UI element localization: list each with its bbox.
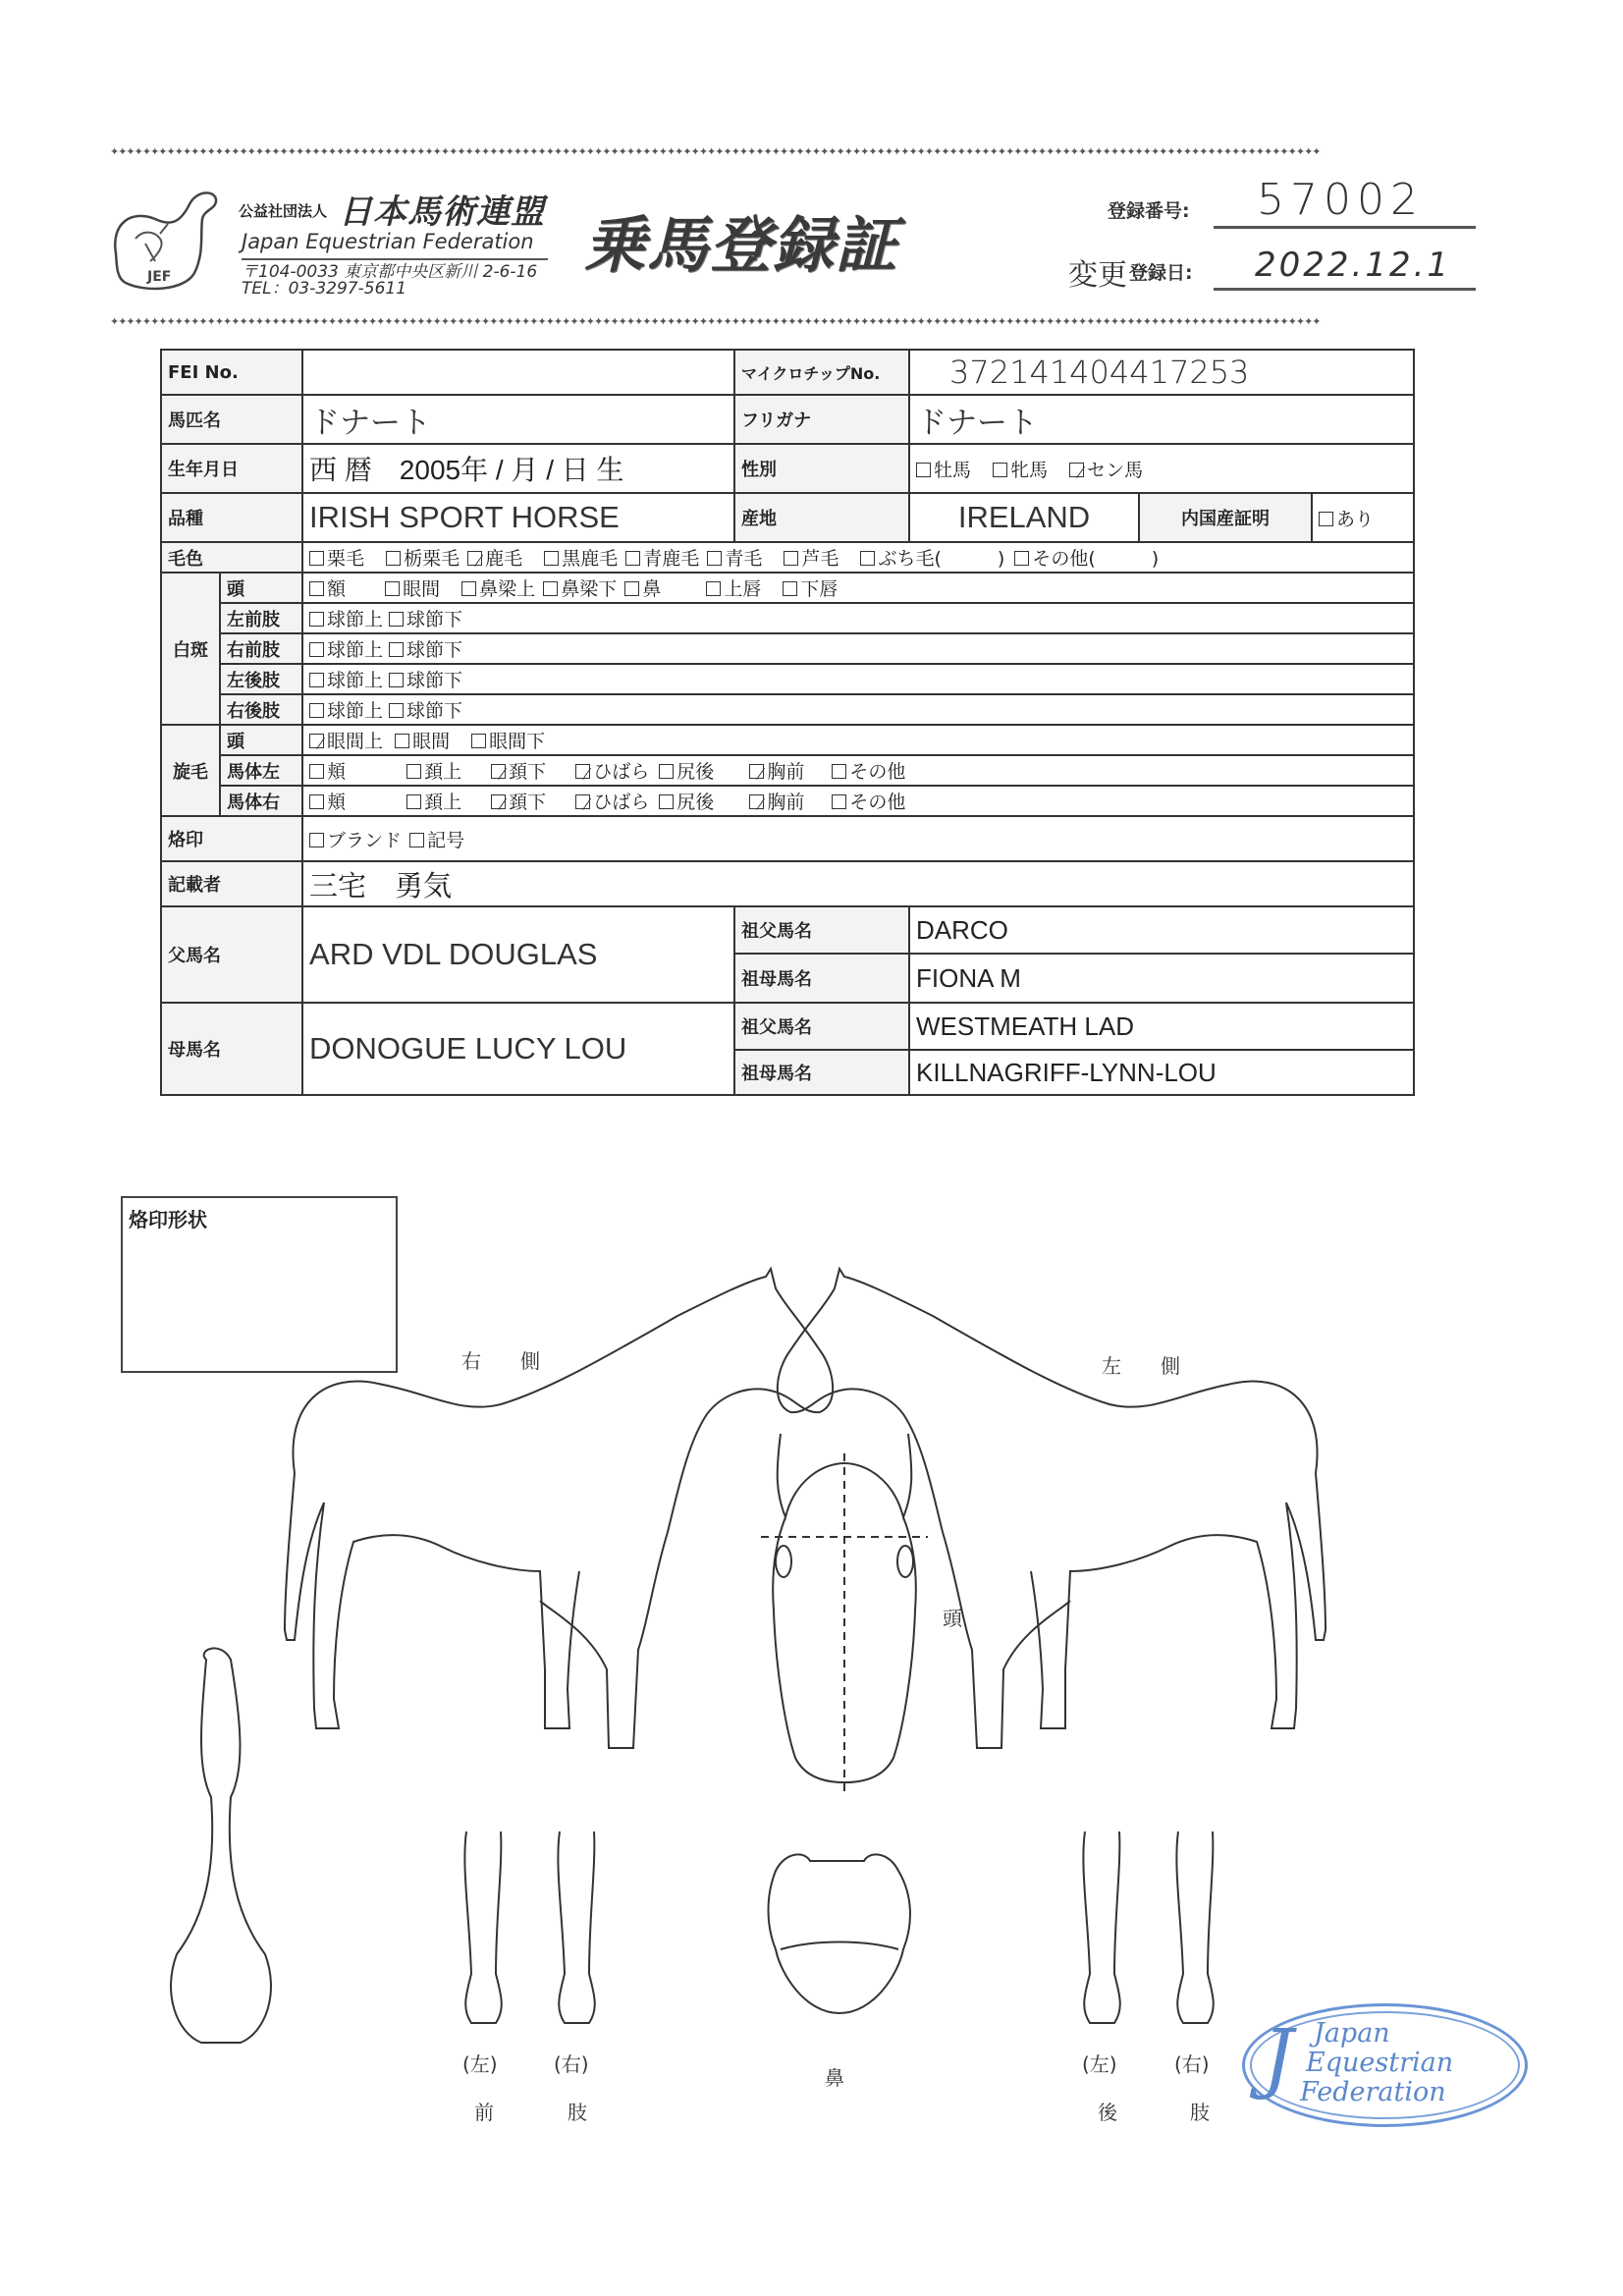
row-whorl-head: 旋毛 頭 眼間上 眼間 眼間下 bbox=[161, 725, 1414, 755]
fore-caption-1: 前 bbox=[474, 2101, 494, 2124]
sex-label: 性別 bbox=[734, 444, 909, 493]
dam-label: 母馬名 bbox=[161, 1003, 302, 1095]
row-white-rf: 右前肢 球節上 球節下 bbox=[161, 633, 1414, 664]
org-name-ja: 日本馬術連盟 bbox=[339, 192, 545, 232]
microchip-label: マイクロチップNo. bbox=[734, 350, 909, 395]
granddam-label: 祖母馬名 bbox=[734, 1050, 909, 1095]
row-white-lh: 左後肢 球節上 球節下 bbox=[161, 664, 1414, 694]
row-white-lf: 左前肢 球節上 球節下 bbox=[161, 603, 1414, 633]
fore-right-caption: (右) bbox=[554, 2052, 589, 2076]
org-tel: TEL：03-3297-5611 bbox=[242, 279, 407, 299]
change-mark: 変更 bbox=[1068, 258, 1127, 293]
dam-grandsire-value: WESTMEATH LAD bbox=[909, 1003, 1414, 1050]
grandsire-label: 祖父馬名 bbox=[734, 906, 909, 954]
row-brand: 烙印 ブランド 記号 bbox=[161, 816, 1414, 861]
jef-stamp: J Japan Equestrian Federation bbox=[1242, 2003, 1528, 2127]
stamp-line-1: Japan bbox=[1314, 2018, 1390, 2049]
nose-caption: 鼻 bbox=[825, 2066, 844, 2090]
sex-options: 牡馬 牝馬 セン馬 bbox=[909, 444, 1414, 493]
fore-left-caption: (左) bbox=[462, 2052, 498, 2076]
sire-granddam-value: FIONA M bbox=[909, 954, 1414, 1003]
granddam-label: 祖母馬名 bbox=[734, 954, 909, 1003]
whorls-label: 旋毛 bbox=[161, 725, 220, 816]
whorl-part-label: 馬体左 bbox=[220, 755, 302, 786]
stamp-line-3: Federation bbox=[1300, 2077, 1446, 2107]
svg-text:JEF: JEF bbox=[147, 269, 172, 285]
org-name-en: Japan Equestrian Federation bbox=[242, 230, 534, 253]
fore-caption-2: 肢 bbox=[568, 2101, 587, 2124]
recorder-value: 三宅 勇気 bbox=[302, 861, 1414, 906]
breed-value: IRISH SPORT HORSE bbox=[302, 493, 734, 542]
domestic-cert-label: 内国産証明 bbox=[1139, 493, 1312, 542]
horse-name-label: 馬匹名 bbox=[161, 395, 302, 444]
head-caption: 頭 bbox=[943, 1607, 962, 1630]
furigana-label: フリガナ bbox=[734, 395, 909, 444]
sire-label: 父馬名 bbox=[161, 906, 302, 1003]
white-head-options: 額 眼間 鼻梁上 鼻梁下 鼻 上唇 下唇 bbox=[302, 573, 1414, 603]
fei-label: FEI No. bbox=[161, 350, 302, 395]
hind-caption-2: 肢 bbox=[1190, 2101, 1210, 2124]
white-marks-label: 白斑 bbox=[161, 573, 220, 725]
reg-date-value: 2022.12.1 bbox=[1255, 246, 1452, 285]
origin-label: 産地 bbox=[734, 493, 909, 542]
whorl-part-label: 頭 bbox=[220, 725, 302, 755]
coat-label: 毛色 bbox=[161, 542, 302, 573]
domestic-cert-option: あり bbox=[1312, 493, 1414, 542]
grandsire-label: 祖父馬名 bbox=[734, 1003, 909, 1050]
hind-left-caption: (左) bbox=[1082, 2052, 1117, 2076]
hind-caption-1: 後 bbox=[1098, 2101, 1117, 2124]
sire-value: ARD VDL DOUGLAS bbox=[302, 906, 734, 1003]
breed-label: 品種 bbox=[161, 493, 302, 542]
dam-granddam-value: KILLNAGRIFF-LYNN-LOU bbox=[909, 1050, 1414, 1095]
white-part-label: 左前肢 bbox=[220, 603, 302, 633]
whorl-part-label: 馬体右 bbox=[220, 786, 302, 816]
document-title: 乗馬登録証 bbox=[584, 209, 899, 281]
furigana-value: ドナート bbox=[909, 395, 1414, 444]
reg-date-label: 登録日: bbox=[1129, 262, 1193, 284]
brand-label: 烙印 bbox=[161, 816, 302, 861]
sire-grandsire-value: DARCO bbox=[909, 906, 1414, 954]
row-whorl-right: 馬体右 頬 頚上 頚下 ひばら 尻後 胸前 その他 bbox=[161, 786, 1414, 816]
recorder-label: 記載者 bbox=[161, 861, 302, 906]
reg-number-label: 登録番号: bbox=[1108, 200, 1190, 222]
birth-value: 西 暦 2005年 / 月 / 日 生 bbox=[302, 444, 734, 493]
row-whorl-left: 馬体左 頬 頚上 頚下 ひばら 尻後 胸前 その他 bbox=[161, 755, 1414, 786]
white-part-label: 右前肢 bbox=[220, 633, 302, 664]
reg-number-value: 57002 bbox=[1257, 175, 1424, 225]
white-part-label: 左後肢 bbox=[220, 664, 302, 694]
white-part-label: 右後肢 bbox=[220, 694, 302, 725]
org-address: 〒104-0033 東京都中央区新川 2-6-16 bbox=[242, 262, 538, 282]
stamp-line-2: Equestrian bbox=[1306, 2048, 1454, 2078]
coat-options: 栗毛 栃栗毛 鹿毛 黒鹿毛 青鹿毛 青毛 芦毛 ぶち毛( ) その他( ) bbox=[302, 542, 1414, 573]
horse-name-value: ドナート bbox=[302, 395, 734, 444]
dam-value: DONOGUE LUCY LOU bbox=[302, 1003, 734, 1095]
hind-right-caption: (右) bbox=[1174, 2052, 1210, 2076]
row-white-rh: 右後肢 球節上 球節下 bbox=[161, 694, 1414, 725]
right-side-caption: 右 側 bbox=[461, 1349, 540, 1373]
microchip-value: 372141404417253 bbox=[909, 350, 1414, 395]
origin-value: IRELAND bbox=[909, 493, 1139, 542]
birth-label: 生年月日 bbox=[161, 444, 302, 493]
org-type: 公益社団法人 bbox=[239, 202, 328, 220]
brand-shape-label: 烙印形状 bbox=[129, 1208, 207, 1231]
white-part-label: 頭 bbox=[220, 573, 302, 603]
left-side-caption: 左 側 bbox=[1102, 1354, 1180, 1378]
